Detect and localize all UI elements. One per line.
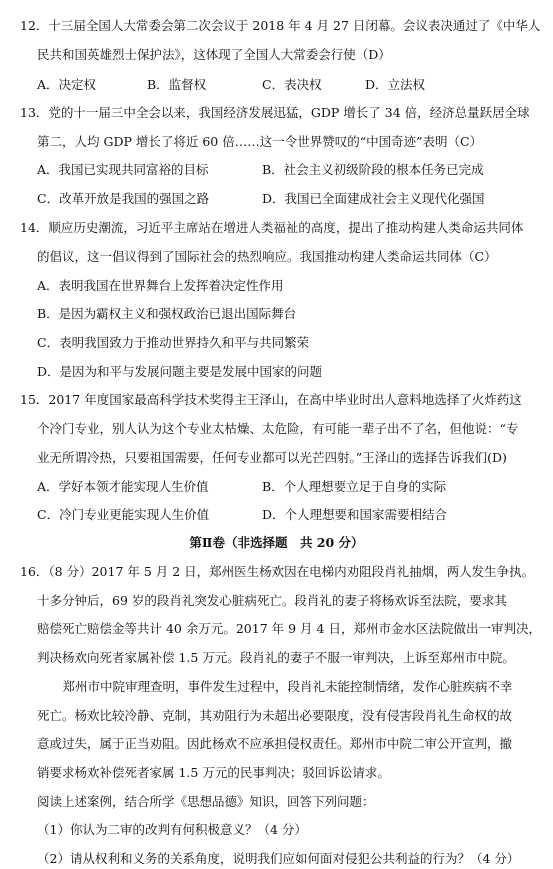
- q16-line-8: 销要求杨欢补偿死者家属 1.5 万元的民事判决；驳回诉讼请求。: [37, 765, 390, 780]
- q15-option-b: B．个人理想要立足于自身的实际: [262, 479, 447, 494]
- q12-option-b: B．监督权: [147, 77, 207, 92]
- q15-option-c: C．冷门专业更能实现人生价值: [37, 507, 210, 522]
- q16-line-7: 意或过失，属于正当劝阻。因此杨欢不应承担侵权责任。郑州市中院二审公开宣判，撤: [37, 736, 513, 751]
- q15-stem-line2: 个冷门专业，别人认为这个专业太枯燥、太危险，有可能一辈子出不了名，但他说：“专: [37, 421, 519, 436]
- q13-option-c: C．改革开放是我国的强国之路: [37, 191, 210, 206]
- q14-option-d: D．是因为和平与发展问题主要是发展中国家的问题: [37, 364, 323, 379]
- q15-stem-line1: 15．2017 年度国家最高科学技术奖得主王泽山，在高中毕业时出人意料地选择了火炸药这: [20, 392, 522, 407]
- q15-option-d: D．个人理想要和国家需要相结合: [262, 507, 448, 522]
- q16-line-4: 判决杨欢向死者家属补偿 1.5 万元。段肖礼的妻子不服一审判决，上诉至郑州市中院。: [37, 650, 515, 665]
- q12-stem-line1: 12．十三届全国人大常委会第二次会议于 2018 年 4 月 27 日闭幕。会议表决通过了《中华人: [20, 18, 541, 33]
- q16-line-5: 郑州市中院审理查明，事件发生过程中，段肖礼未能控制情绪，发作心脏疾病不幸: [50, 679, 513, 694]
- q14-option-b: B．是因为霸权主义和强权政治已退出国际舞台: [37, 306, 297, 321]
- q13-option-b: B．社会主义初级阶段的根本任务已完成: [262, 162, 484, 177]
- q13-option-d: D．我国已全面建成社会主义现代化强国: [262, 191, 485, 206]
- q16-line-9: 阅读上述案例，结合所学《思想品德》知识，回答下列问题：: [37, 794, 375, 809]
- q14-option-c: C．表明我国致力于推动世界持久和平与共同繁荣: [37, 335, 310, 350]
- q16-line-3: 赔偿死亡赔偿金等共计 40 余万元。2017 年 9 月 4 日，郑州市金水区法院做出一审判决，: [37, 621, 541, 636]
- q13-stem-line1: 13．党的十一届三中全会以来，我国经济发展迅猛，GDP 增长了 34 倍，经济总量跃居全球: [20, 105, 530, 120]
- q16-line-2: 十多分钟后，69 岁的段肖礼突发心脏病死亡。段肖礼的妻子将杨欢诉至法院，要求其: [37, 593, 507, 608]
- q16-subquestion-1: （1）你认为二审的改判有何积极意义？（4 分）: [37, 822, 307, 837]
- q12-option-c: C．表决权: [262, 77, 322, 92]
- q12-option-a: A．决定权: [37, 77, 97, 92]
- section-2-title: 第Ⅱ卷（非选择题 共 20 分）: [189, 535, 364, 550]
- q14-option-a: A．表明我国在世界舞台上发挥着决定性作用: [37, 278, 284, 293]
- q16-line-6: 死亡。杨欢比较冷静、克制，其劝阻行为未超出必要限度，没有侵害段肖礼生命权的故: [37, 708, 513, 723]
- q15-stem-line3: 业无所谓冷热，只要祖国需要，任何专业都可以光芒四射。”王泽山的选择告诉我们(D): [37, 450, 507, 465]
- q12-option-d: D．立法权: [365, 77, 426, 92]
- q14-stem-line2: 的倡议，这一倡议得到了国际社会的热烈响应。我国推动构建人类命运共同体（C）: [37, 249, 497, 264]
- q16-line-1: 16．（8 分）2017 年 5 月 2 日，郑州医生杨欢因在电梯内劝阻段肖礼抽烟，两人发生争执。: [20, 564, 535, 579]
- q16-subquestion-2: （2）请从权利和义务的关系角度，说明我们应如何面对侵犯公共利益的行为？（4 分）: [37, 851, 520, 866]
- q14-stem-line1: 14．顺应历史潮流，习近平主席站在增进人类福祉的高度，提出了推动构建人类命运共同体: [20, 220, 524, 235]
- q12-stem-line2: 民共和国英雄烈士保护法》，这体现了全国人大常委会行使（D）: [37, 47, 391, 62]
- q15-option-a: A．学好本领才能实现人生价值: [37, 479, 209, 494]
- q13-stem-line2: 第二，人均 GDP 增长了将近 60 倍……这一令世界赞叹的“中国奇迹”表明（C）: [37, 134, 483, 149]
- q13-option-a: A．我国已实现共同富裕的目标: [37, 162, 209, 177]
